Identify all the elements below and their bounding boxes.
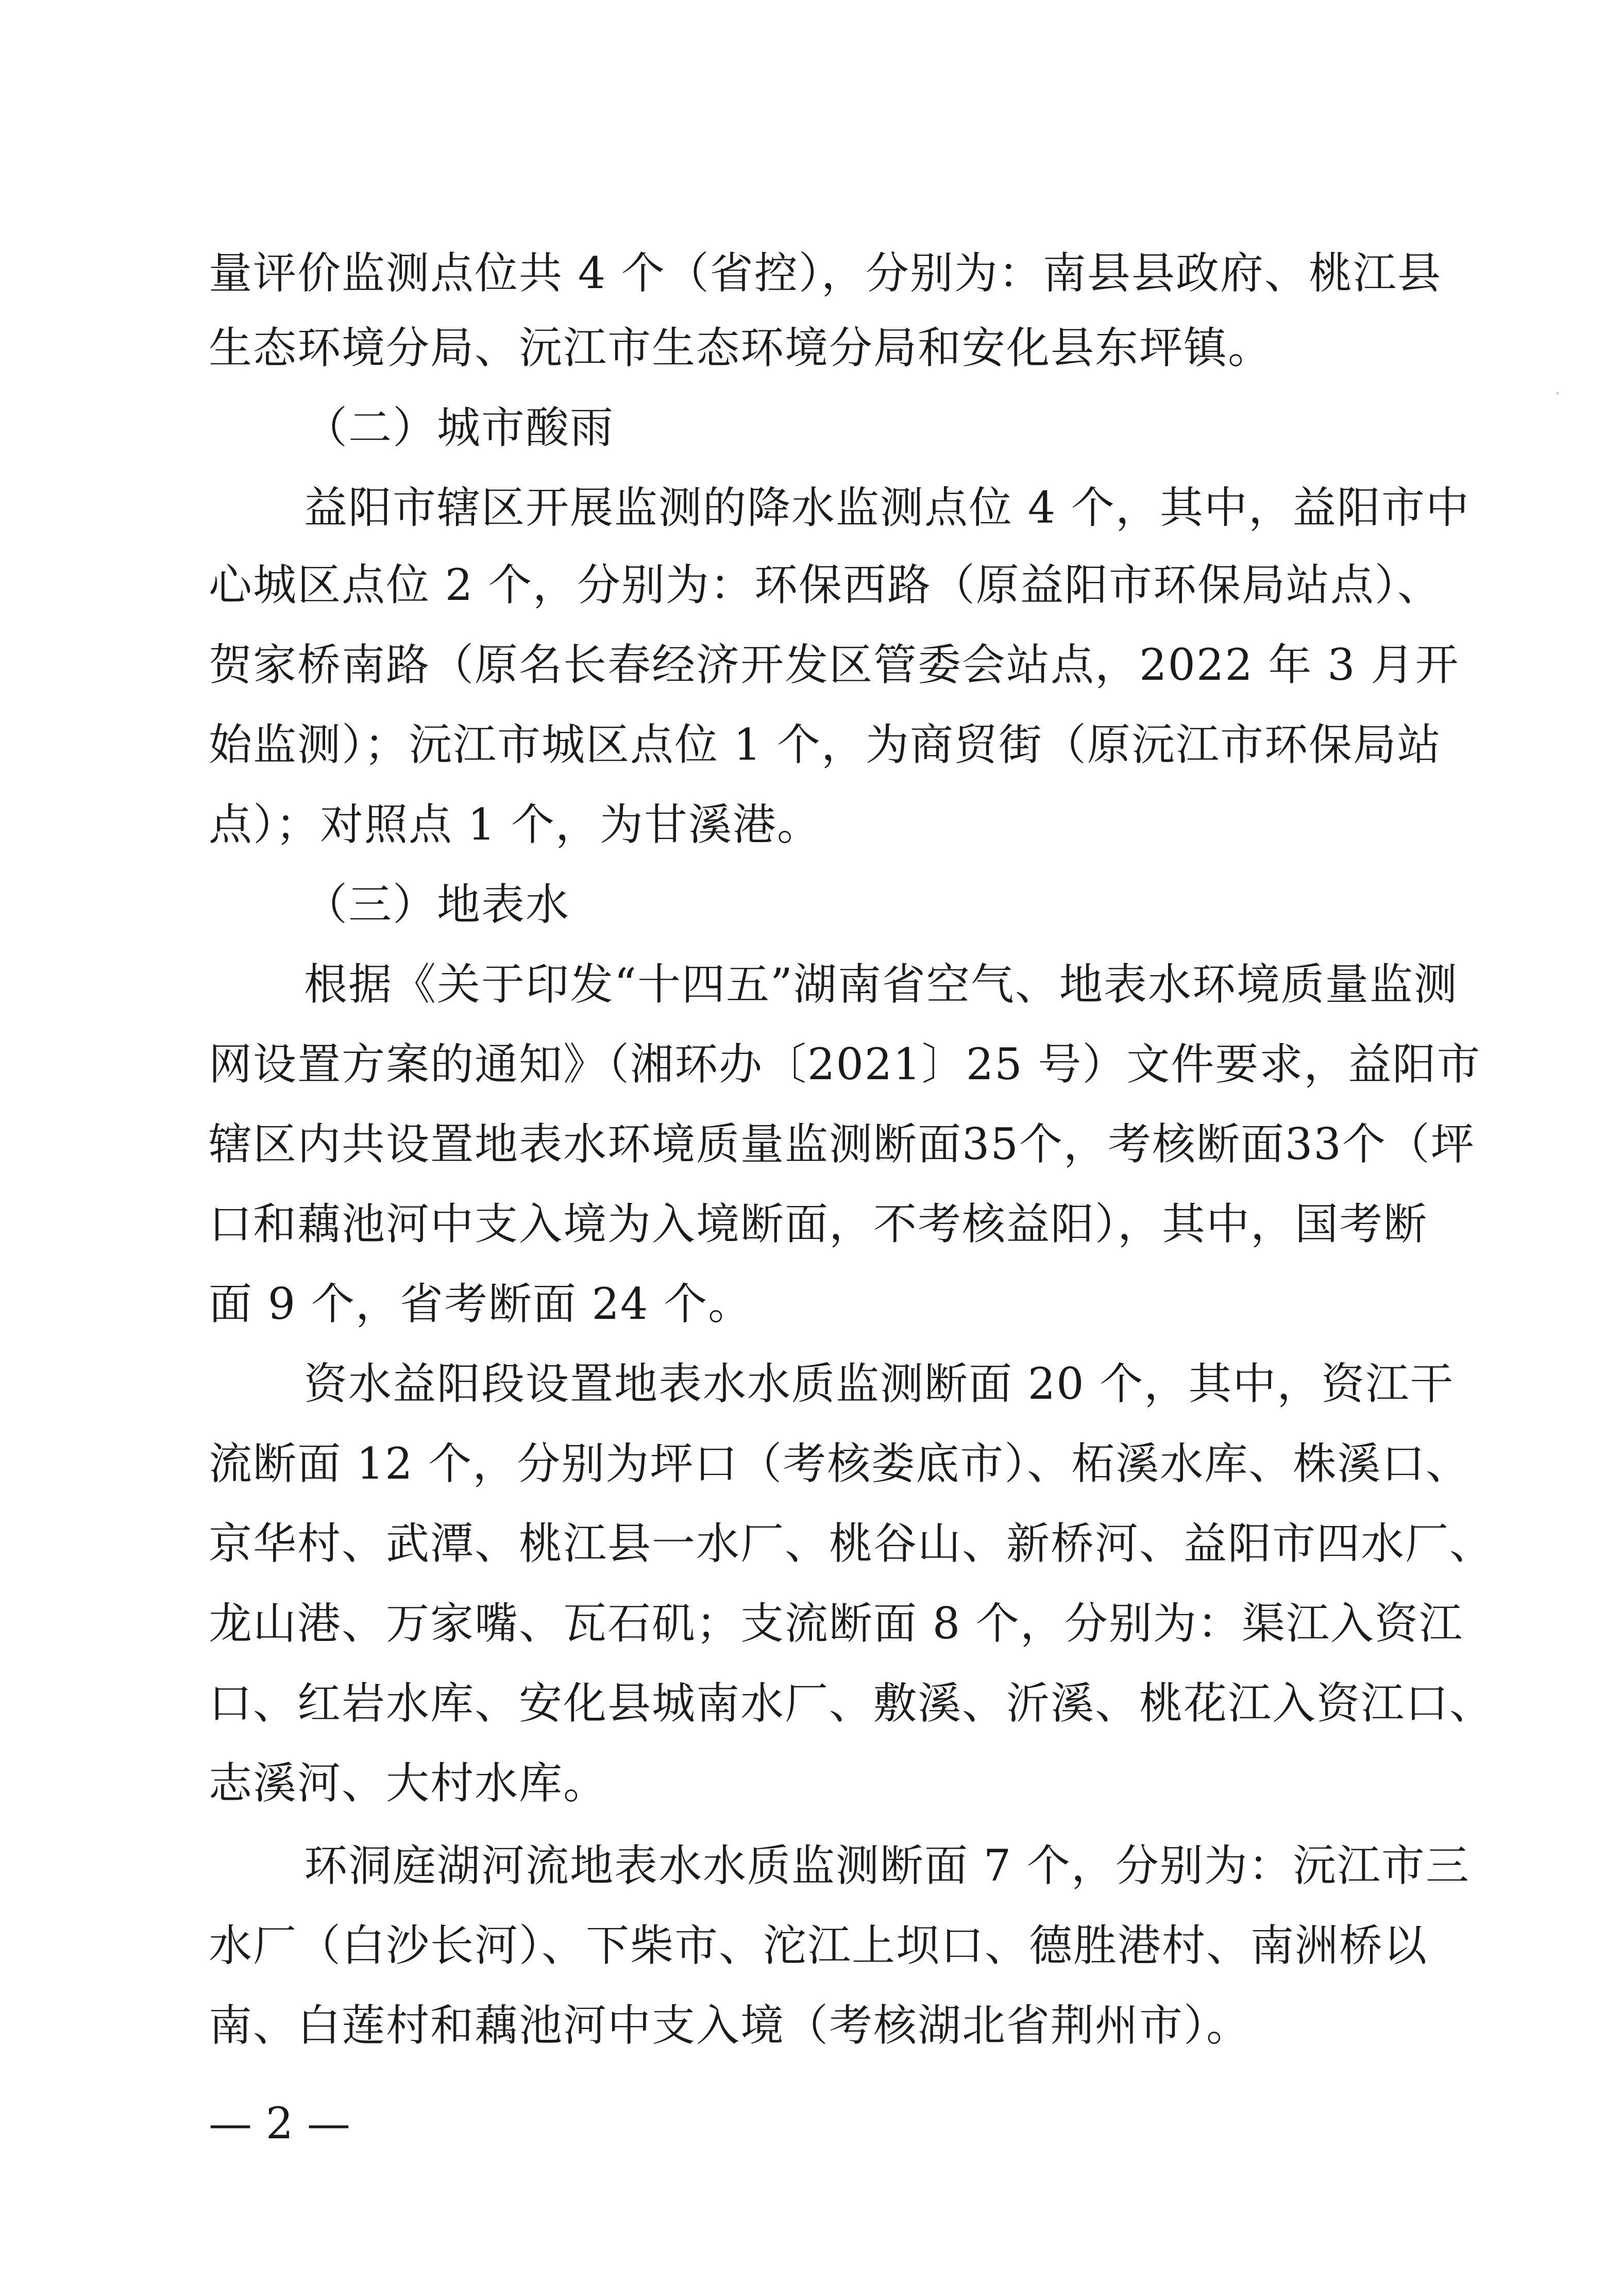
body-line <box>0 629 1622 701</box>
line-text: 心城区点位 2 个，分别为：环保西路（原益阳市环保局站点）、 <box>209 560 1442 610</box>
section-heading <box>0 392 1622 464</box>
line-text: 南、白莲村和藕池河中支入境（考核湖北省荆州市）。 <box>209 2000 1251 2051</box>
page-number: — 2 — <box>209 2098 350 2149</box>
body-line <box>0 1108 1622 1180</box>
heading-text: （二）城市酸雨 <box>304 403 615 453</box>
body-line <box>0 237 1622 309</box>
body-line <box>0 1428 1622 1500</box>
body-line <box>0 1989 1622 2062</box>
paragraph-first-line <box>0 948 1622 1020</box>
body-line <box>0 1188 1622 1260</box>
heading-text: （三）地表水 <box>304 879 570 930</box>
body-line <box>0 1507 1622 1580</box>
line-text: 水厂（白沙长河）、下柴市、沱江上坝口、德胜港村、南洲桥以 <box>209 1920 1428 1971</box>
line-text: 环洞庭湖河流地表水水质监测断面 7 个，分别为：沅江市三 <box>304 1840 1470 1891</box>
body-line <box>0 709 1622 781</box>
line-text: 网设置方案的通知》（湘环办〔2021〕25 号）文件要求，益阳市 <box>209 1039 1481 1090</box>
line-text: 根据《关于印发“十四五”湖南省空气、地表水环境质量监测 <box>304 959 1458 1010</box>
paragraph-first-line <box>0 472 1622 544</box>
paragraph-first-line <box>0 1830 1622 1902</box>
line-text: 资水益阳段设置地表水水质监测断面 20 个，其中，资江干 <box>304 1359 1455 1409</box>
line-text: 益阳市辖区开展监测的降水监测点位 4 个，其中，益阳市中 <box>304 482 1470 533</box>
line-text: 量评价监测点位共 4 个（省控），分别为：南县县政府、桃江县 <box>209 248 1442 298</box>
section-heading <box>0 868 1622 941</box>
body-line <box>0 789 1622 861</box>
body-line <box>0 312 1622 384</box>
paragraph-first-line <box>0 1348 1622 1420</box>
line-text: 志溪河、大村水库。 <box>209 1758 608 1808</box>
scan-speck <box>1556 392 1559 395</box>
line-text: 点）；对照点 1 个，为甘溪港。 <box>209 799 821 850</box>
line-text: 口和藕池河中支入境为入境断面，不考核益阳），其中，国考断 <box>209 1199 1428 1249</box>
body-line <box>0 1667 1622 1739</box>
body-line <box>0 549 1622 621</box>
body-line <box>0 1028 1622 1100</box>
line-text: 京华村、武潭、桃江县一水厂、桃谷山、新桥河、益阳市四水厂、 <box>209 1518 1494 1569</box>
line-text: 辖区内共设置地表水环境质量监测断面35个，考核断面33个（坪 <box>209 1119 1475 1169</box>
line-text: 生态环境分局、沅江市生态环境分局和安化县东坪镇。 <box>209 323 1273 373</box>
body-line <box>0 1587 1622 1660</box>
line-text: 贺家桥南路（原名长春经济开发区管委会站点，2022 年 3 月开 <box>209 640 1460 690</box>
line-text: 流断面 12 个，分别为坪口（考核娄底市）、柘溪水库、株溪口、 <box>209 1438 1471 1489</box>
line-text: 口、红岩水库、安化县城南水厂、敷溪、沂溪、桃花江入资江口、 <box>209 1678 1494 1729</box>
line-text: 龙山港、万家嘴、瓦石矶；支流断面 8 个，分别为：渠江入资江 <box>209 1598 1463 1649</box>
body-line <box>0 1747 1622 1819</box>
line-text: 面 9 个，省考断面 24 个。 <box>209 1279 753 1329</box>
body-line <box>0 1909 1622 1982</box>
body-line <box>0 1268 1622 1340</box>
line-text: 始监测）；沅江市城区点位 1 个，为商贸街（原沅江市环保局站 <box>209 719 1442 770</box>
